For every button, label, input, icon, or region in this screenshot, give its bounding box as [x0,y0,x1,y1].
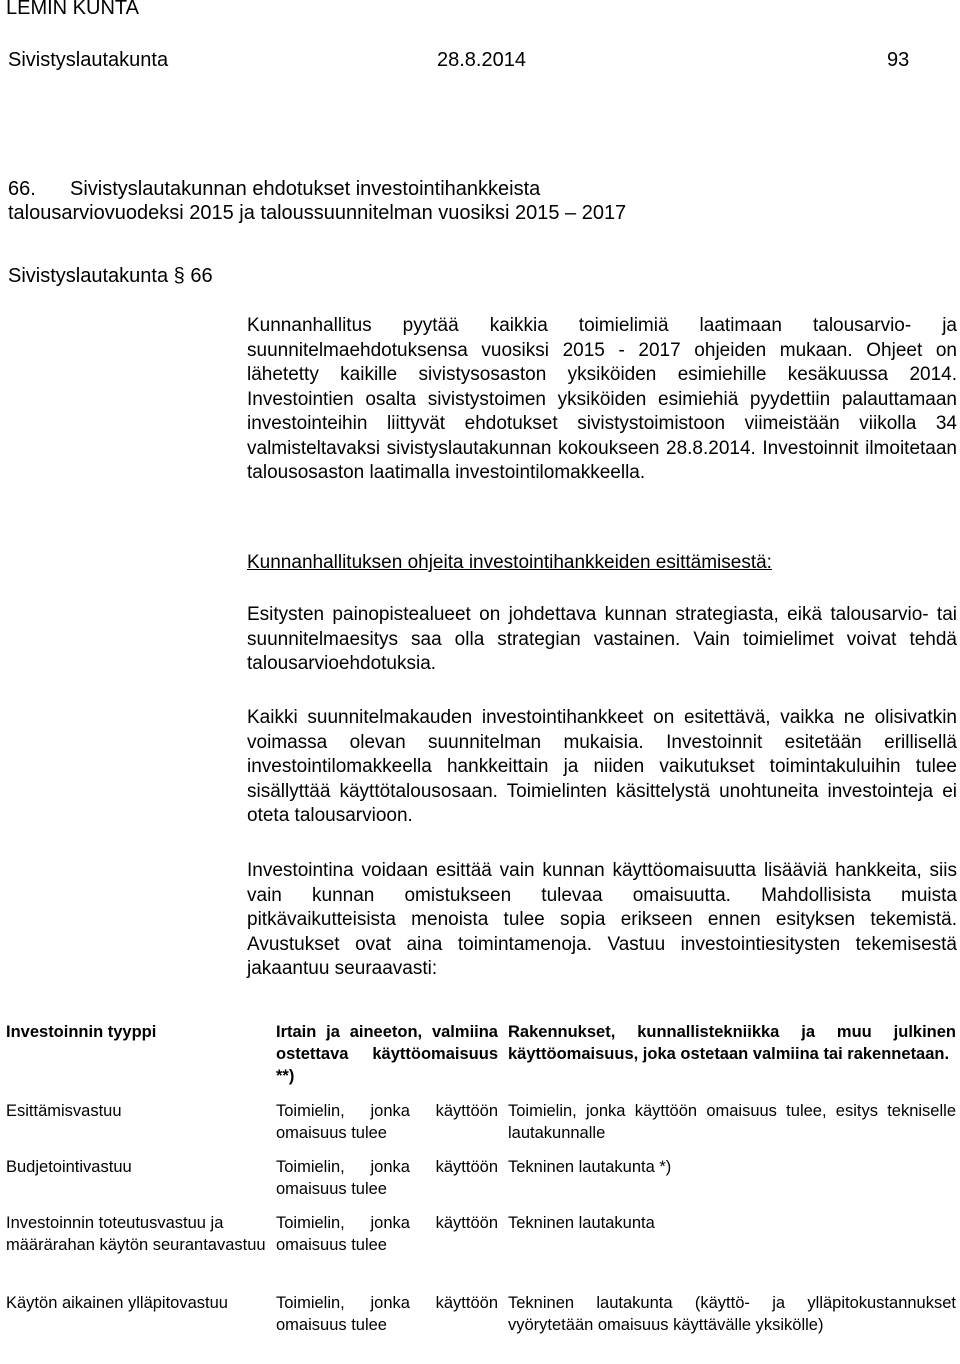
table-cell: Toimielin, jonka käyttöön omaisuus tulee [276,1158,498,1198]
table-cell: Käytön aikainen ylläpitovastuu [6,1294,228,1312]
table-cell: Toimielin, jonka käyttöön omaisuus tulee [276,1294,498,1334]
section-title-line1: Sivistyslautakunnan ehdotukset investointihankkeista [70,178,541,200]
table-cell: Toimielin, jonka käyttöön omaisuus tulee [276,1102,498,1142]
table-cell: Tekninen lautakunta [508,1214,655,1232]
guidelines-subheading: Kunnanhallituksen ohjeita investointihankkeiden esittämisestä: [247,552,772,573]
table-cell: Tekninen lautakunta (käyttö- ja ylläpitokustannukset vyörytetään omaisuus käyttävälle yksikölle) [508,1294,956,1334]
table-cell: Toimielin, jonka käyttöön omaisuus tulee, esitys tekniselle lautakunnalle [508,1102,956,1142]
body-paragraph-4: Investointina voidaan esittää vain kunnan käyttöomaisuutta lisääviä hankkeita, siis vain kunnan omistukseen tulevaa omaisuutta. Mahdollisista muista pitkävaikutteisista menoista tulee sopia erikseen ennen esityksen tekemistä. Avustukset ovat aina toimintamenoja. Vastuu investointiesitysten tekemisestä jakaantuu seuraavasti: [247,860,957,979]
table-cell: Esittämisvastuu [6,1102,122,1120]
body-paragraph-2: Esitysten painopistealueet on johdettava kunnan strategiasta, eikä talousarvio- tai suunnitelmaesitys saa olla strategian vastainen. Vain toimielimet voivat tehdä talousarvioehdotuksia. [247,604,957,674]
table-cell: Investoinnin toteutusvastuu ja määrärahan käytön seurantavastuu [6,1214,266,1254]
table-header-cell: Irtain ja aineeton, valmiina ostettava käyttöomaisuus **) [276,1023,498,1085]
meeting-date: 28.8.2014 [437,49,526,71]
committee-name: Sivistyslautakunta [8,49,169,71]
body-paragraph-3: Kaikki suunnitelmakauden investointihankkeet on esitettävä, vaikka ne olisivatkin voimassa olevan suunnitelman mukaisia. Investoinnit esitetään erillisellä investointilomakkeella hankkeittain ja niiden vaikutukset toimintakuluihin tulee sisällyttää käyttötalousosaan. Toimielinten käsittelystä unohtuneita investointeja ei oteta talousarvioon. [247,707,957,826]
table-header-cell: Investoinnin tyyppi [6,1023,157,1041]
table-cell: Toimielin, jonka käyttöön omaisuus tulee [276,1214,498,1254]
table-cell: Budjetointivastuu [6,1158,132,1176]
table-header-cell: Rakennukset, kunnallistekniikka ja muu julkinen käyttöomaisuus, joka ostetaan valmiina tai rakennetaan. [508,1023,956,1063]
body-paragraph-1: Kunnanhallitus pyytää kaikkia toimielimiä laatimaan talousarvio- ja suunnitelmaehdotuksensa vuosiksi 2015 - 2017 ohjeiden mukaan. Ohjeet on lähetetty kaikille sivistysosaston yksiköiden esimiehille kesäkuussa 2014. Investointien osalta sivistystoimen yksiköiden esimiehiä pyydettiin palauttamaan investointeihin liittyvät ehdotukset sivistystoimistoon viimeistään viikolla 34 valmisteltavaksi sivistyslautakunnan kokoukseen 28.8.2014. Investoinnit ilmoitetaan talousosaston laatimalla investointilomakkeella. [247,315,957,483]
section-reference: Sivistyslautakunta § 66 [8,265,213,287]
section-number: 66. [8,178,36,200]
section-title [8,177,908,225]
table-cell: Tekninen lautakunta *) [508,1158,672,1176]
page-number: 93 [887,49,910,71]
organization-name: LEMIN KUNTA [6,0,139,19]
section-title-line2: talousarviovuodeksi 2015 ja taloussuunnitelman vuosiksi 2015 – 2017 [8,202,627,224]
